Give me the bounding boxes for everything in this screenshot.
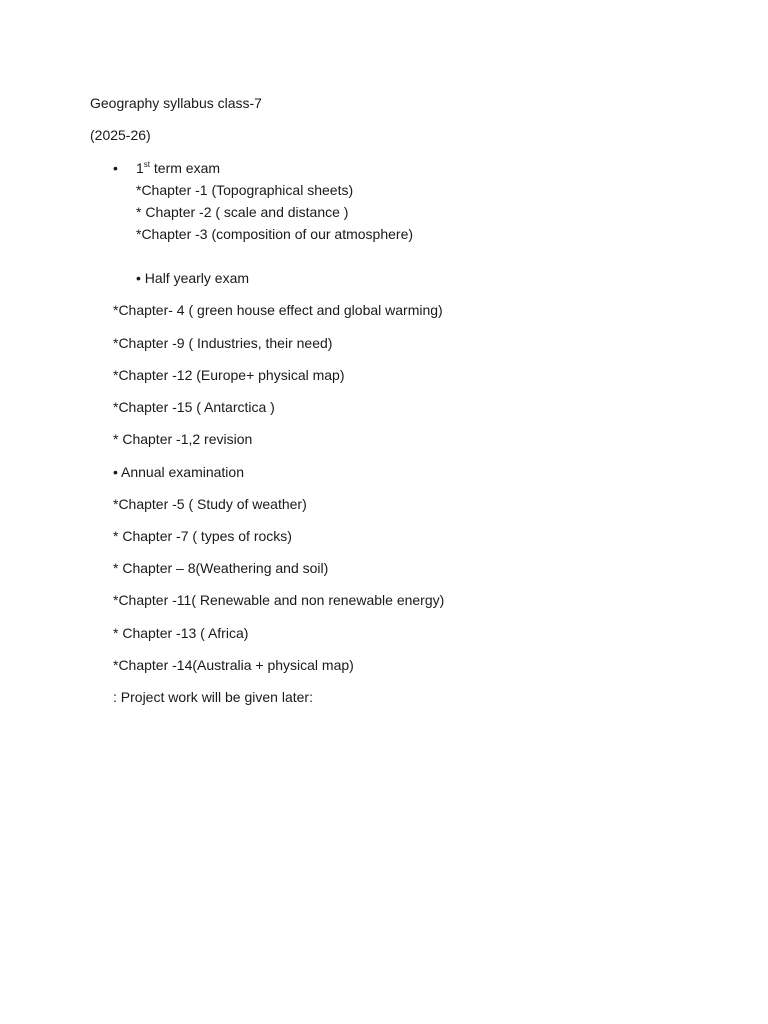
annual-chapter: *Chapter -11( Renewable and non renewable energy): [113, 592, 445, 608]
first-term-chapter: *Chapter -3 (composition of our atmosphere): [136, 226, 414, 242]
first-term-heading: [136, 157, 220, 179]
ordinal-suffix: st: [143, 160, 151, 169]
ordinal-number: 1: [136, 160, 144, 176]
half-yearly-chapter: * Chapter -1,2 revision: [113, 431, 253, 447]
annual-chapter: * Chapter -13 ( Africa): [113, 625, 249, 641]
half-yearly-heading: • Half yearly exam: [136, 270, 250, 286]
annual-chapter: * Chapter – 8(Weathering and soil): [113, 560, 329, 576]
half-yearly-chapter: *Chapter -9 ( Industries, their need): [113, 335, 333, 351]
half-yearly-chapter: *Chapter -12 (Europe+ physical map): [113, 367, 345, 383]
first-term-chapter: * Chapter -2 ( scale and distance ): [136, 204, 349, 220]
list-bullet: •: [113, 160, 118, 176]
half-yearly-chapter: *Chapter- 4 ( green house effect and global warming): [113, 302, 443, 318]
half-yearly-chapter: *Chapter -15 ( Antarctica ): [113, 399, 275, 415]
first-term-label: term exam: [150, 160, 221, 176]
annual-heading: • Annual examination: [113, 464, 244, 480]
annual-chapter: *Chapter -14(Australia + physical map): [113, 657, 354, 673]
annual-chapter: *Chapter -5 ( Study of weather): [113, 496, 307, 512]
first-term-chapter: *Chapter -1 (Topographical sheets): [136, 182, 354, 198]
session-year: (2025-26): [90, 127, 151, 143]
project-note: : Project work will be given later:: [113, 689, 313, 705]
annual-chapter: * Chapter -7 ( types of rocks): [113, 528, 292, 544]
document-title: Geography syllabus class-7: [90, 95, 262, 111]
